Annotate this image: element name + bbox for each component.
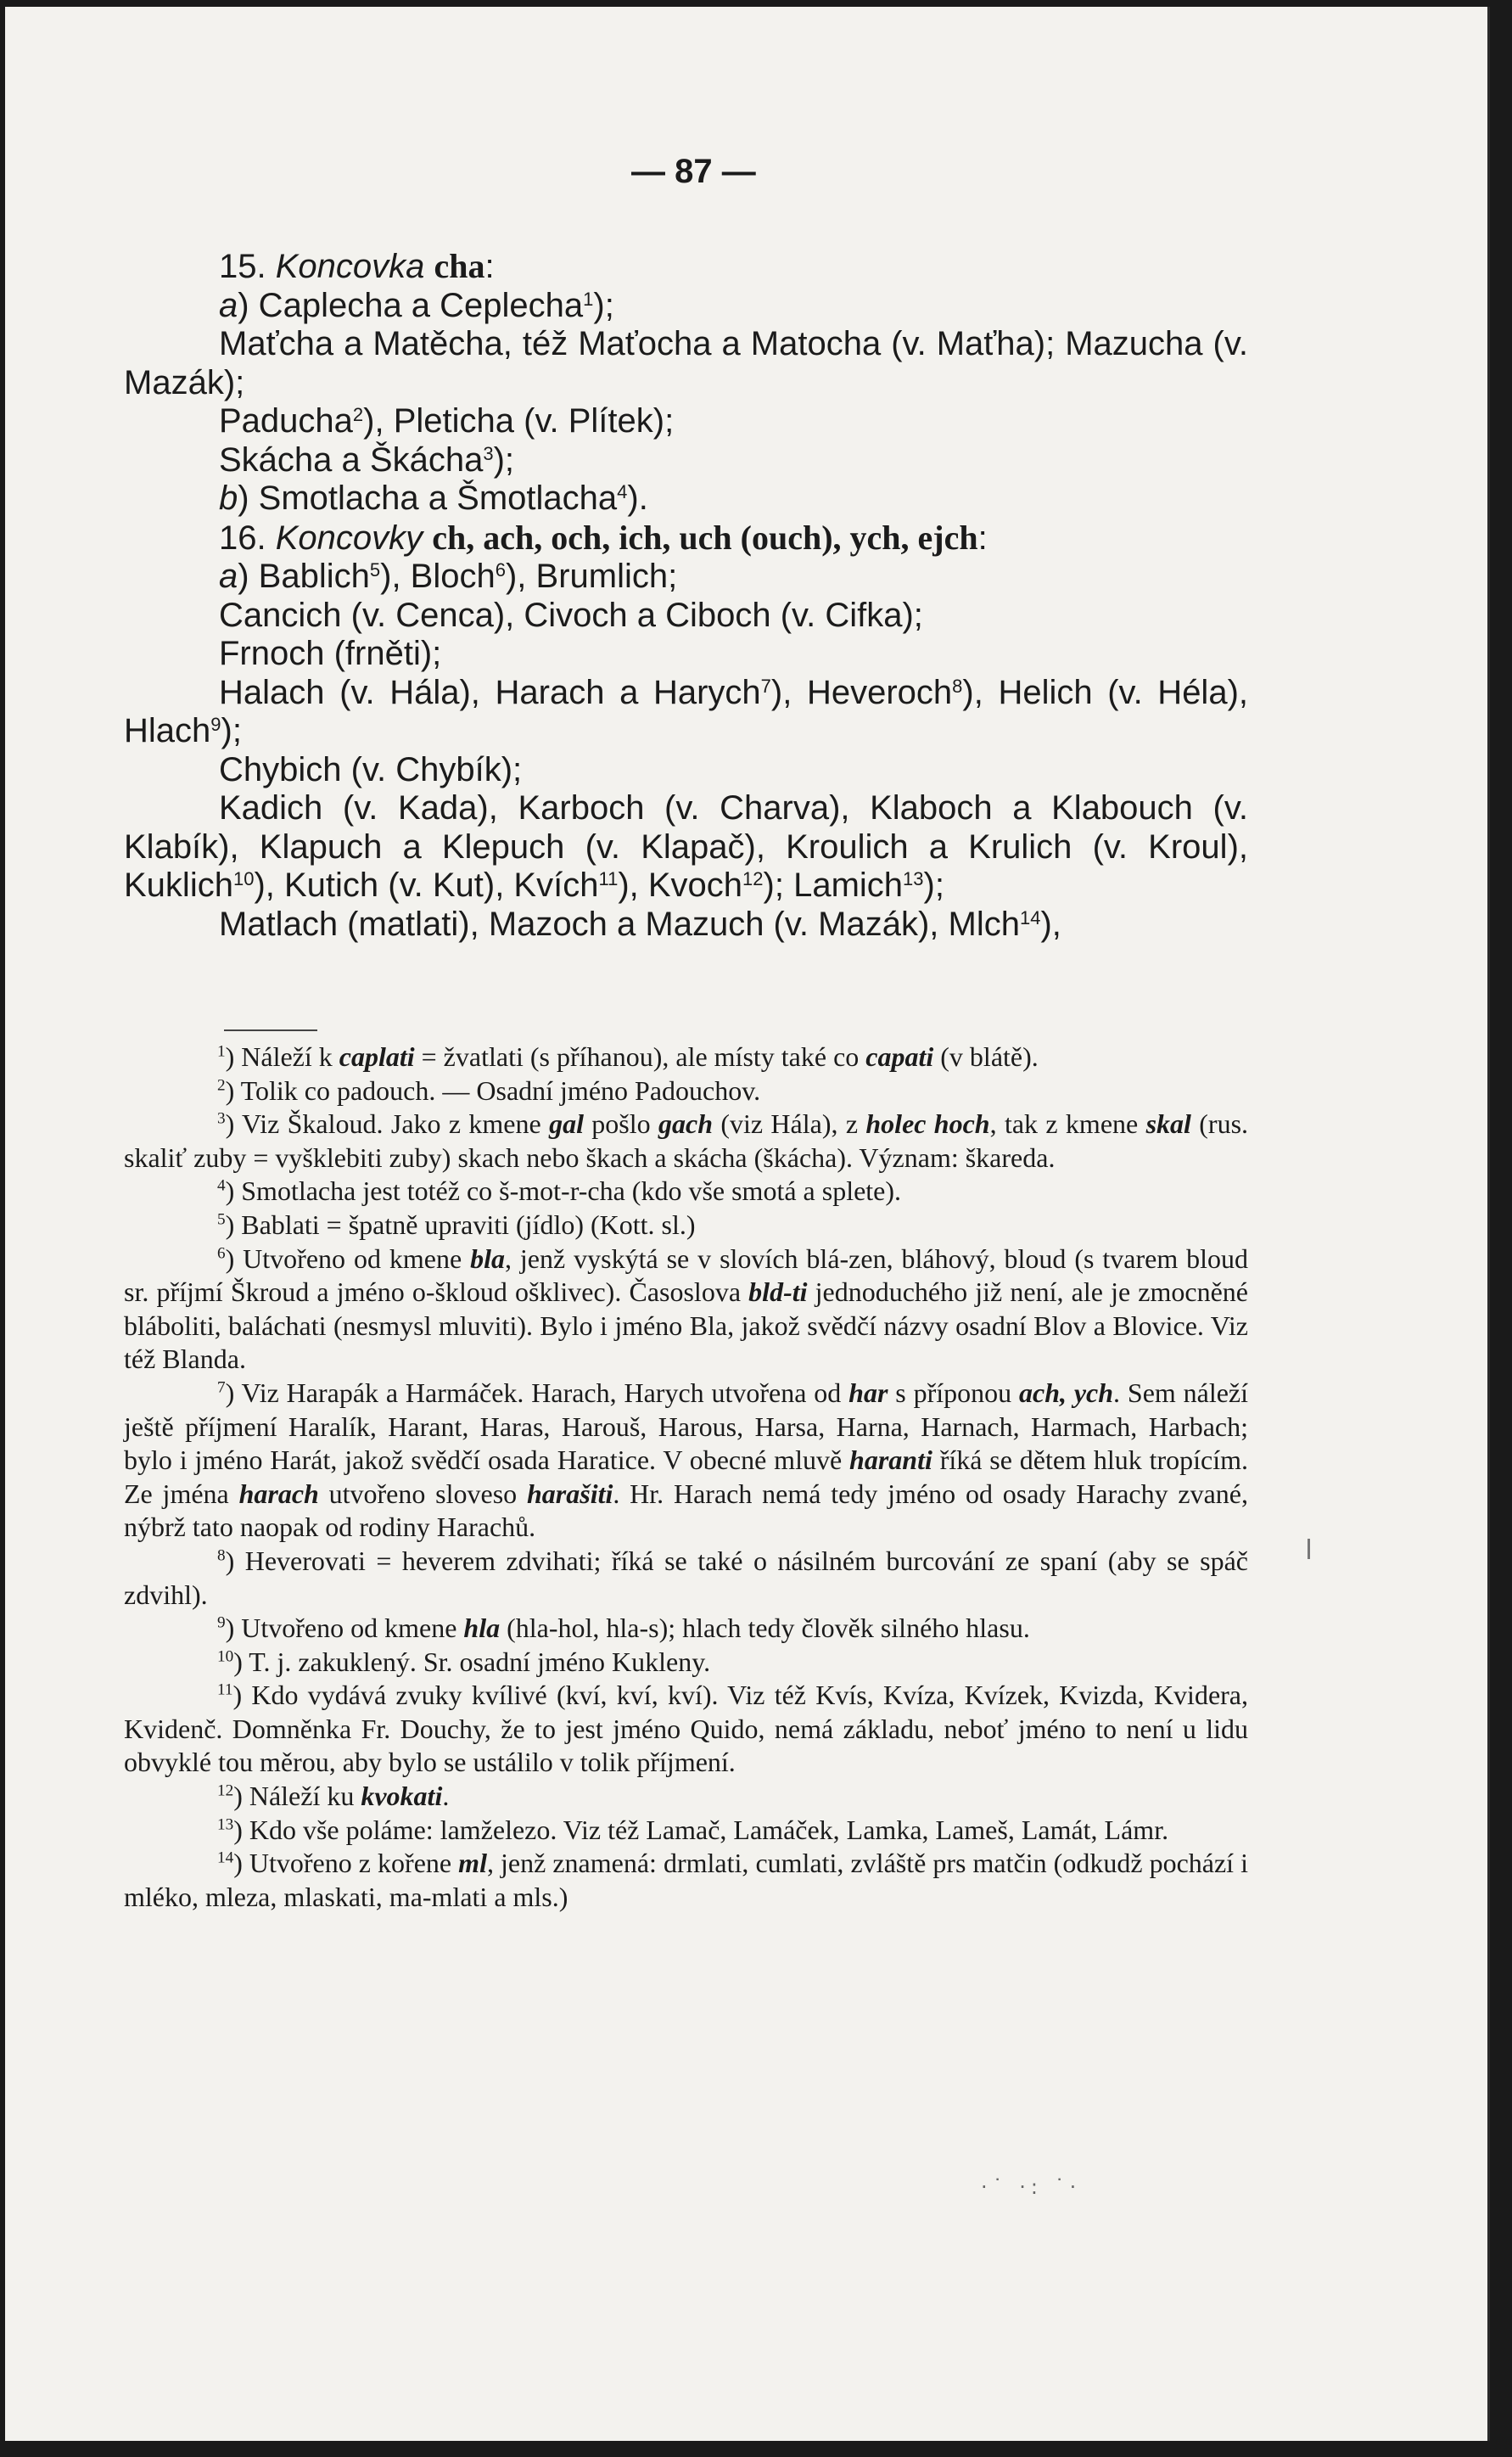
main-paragraph: Paducha$^2$), Pleticha (v. Plítek); [219,402,675,440]
main-paragraph: 16. Koncovky ch, ach, och, ich, uch (ouch), ych, ejch: [219,518,988,557]
main-paragraph: Halach (v. Hála), Harach a Harych$^7$), Heveroch$^8$), Helich (v. Héla), Hlach$^9$); [124,673,1249,749]
footnote: $^{10}$) T. j. zakuklený. Sr. osadní jméno Kukleny. [217,1646,711,1677]
footnote: $^3$) Viz Škaloud. Jako z kmene gal pošlo gach (viz Hála), z holec hoch, tak z kmene skal (rus. skaliť zuby = vyšklebiti zuby) skach nebo škach a skácha (škácha). Význam: škareda. [124,1108,1249,1173]
footnote: $^7$) Viz Harapák a Harmáček. Harach, Harych utvořena od har s příponou ach, ych. Sem náleží ještě příjmení Haralík, Harant, Haras, Harouš, Harous, Harsa, Harna, Harnach, Harmach, Harbach; bylo i jméno Harát, jakož svědčí osada Haratice. V obecné mluvě haranti říká se dětem hluk tropícím. Ze jména harach utvořeno sloveso harašiti. Hr. Harach nemá tedy jméno od osady Harachy zvané, nýbrž tato naopak od rodiny Harachů. [124,1377,1249,1543]
footnote: $^5$) Bablati = špatně upraviti (jídlo) (Kott. sl.) [217,1209,696,1240]
main-paragraph: Kadich (v. Kada), Karboch (v. Charva), Klaboch a Klabouch (v. Klabík), Klapuch a Klepuch (v. Klapač), Kroulich a Krulich (v. Kroul), Kuklich$^{10}$), Kutich (v. Kut), Kvích$^{11}$), Kvoch$^{12}$); Lamich$^{13}$); [124,789,1248,904]
footnotes [124,1041,1248,1914]
footnote: $^4$) Smotlacha jest totéž co š-mot-r-cha (kdo vše smotá a splete). [217,1175,902,1207]
main-paragraph: Skácha a Škácha$^3$); [219,440,514,479]
footnote: $^{12}$) Náleží ku kvokati. [217,1781,450,1812]
main-paragraph: 15. Koncovka cha: [219,247,495,285]
main-paragraph: Frnoch (frněti); [219,635,442,672]
main-paragraph: Chybich (v. Chybík); [219,750,523,788]
footnote: $^6$) Utvořeno od kmene bla, jenž vyskýtá se v slovích blá-zen, bláhový, bloud (s tvarem bloud sr. příjmí Škroud a jméno o-škloud ošklivec). Časoslova bld-ti jednoduchého již není, ale je zmocněné bláboliti, baláchati (nesmysl mluviti). Bylo i jméno Bla, jakož svědčí názvy osadní Blov a Blovice. Viz též Blanda. [124,1243,1249,1375]
footnote: $^9$) Utvořeno od kmene hla (hla-hol, hla-s); hlach tedy člověk silného hlasu. [217,1613,1030,1644]
main-paragraph: b) Smotlacha a Šmotlacha$^4$). [219,480,648,517]
footnote: $^2$) Tolik co padouch. — Osadní jméno Padouchov. [217,1074,761,1106]
footnote: $^{11}$) Kdo vydává zvuky kvílivé (kví, kví, kví). Viz též Kvís, Kvíza, Kvízek, Kvizda, Kvidera, Kvidenč. Domněnka Fr. Douchy, že to jest jméno Quido, nemá základu, neboť jméno to není u lidu obvyklé tou měrou, aby bylo se ustálilo v tolik příjmení. [124,1680,1248,1778]
page-number: — 87 — [631,153,756,190]
footnote: $^1$) Náleží k caplati = žvatlati (s příhanou), ale místy také co capati (v blátě). [217,1041,1039,1072]
scan-noise: ·˙ ·: ˙· [981,2175,1082,2199]
main-paragraph: Maťcha a Matěcha, též Maťocha a Matocha (v. Maťha); Mazucha (v. Mazák); [124,325,1248,401]
footnote: $^8$) Heverovati = heverem zdvihati; říká se také o násilném burcování ze spaní (aby se spáč zdvihl). [124,1545,1248,1610]
main-text [124,247,1248,944]
book-page [5,7,1490,2441]
main-paragraph: Cancich (v. Cenca), Civoch a Ciboch (v. Cifka); [219,596,923,634]
footnote: $^{14}$) Utvořeno z kořene ml, jenž znamená: drmlati, cumlati, zvláště prs matčin (odkudž pochází i mléko, mleza, mlaskati, ma-mlati a mls.) [124,1848,1249,1912]
main-paragraph: a) Bablich$^5$), Bloch$^6$), Brumlich; [219,558,678,595]
main-paragraph: Matlach (matlati), Mazoch a Mazuch (v. Mazák), Mlch$^{14}$), [219,905,1061,943]
main-paragraph: a) Caplecha a Ceplecha$^1$); [219,286,614,324]
footnote: $^{13}$) Kdo vše poláme: lamželezo. Viz též Lamač, Lamáček, Lamka, Lameš, Lamát, Lámr. [217,1814,1169,1845]
scan-mark [1308,1539,1315,1559]
footnote-rule [224,1029,317,1031]
